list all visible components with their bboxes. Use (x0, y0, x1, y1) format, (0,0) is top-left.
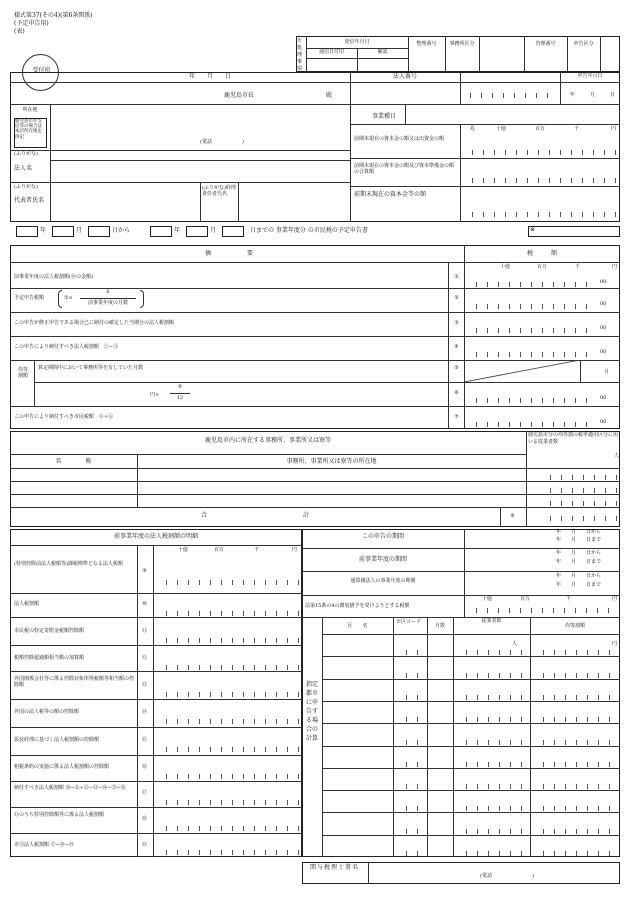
alloc-levy-ticks (533, 650, 618, 655)
alloc-levy-ticks (533, 673, 618, 678)
bd-row19: 差引法人税割額 ⑰−⑱−⑲ (14, 842, 74, 848)
confirm-label: 確認 (377, 49, 388, 55)
alloc-levy-ticks (533, 806, 618, 811)
consol-to: 年 月 日まで (556, 582, 602, 588)
alloc-emp-ticks (456, 806, 528, 811)
row7-num: ⑦ (454, 414, 459, 420)
row2-num: ② (454, 295, 459, 301)
alloc-levy-ticks (533, 695, 618, 700)
dl-unit-billion: 十億 (482, 596, 493, 602)
unit-billion: 十億 (496, 126, 507, 132)
post-stamp-label: 通信日付印 (318, 49, 344, 55)
dl-unit-thousand: 千 (566, 596, 572, 602)
accountant-label: (ふりがな)経理責任者氏名 (202, 185, 236, 197)
alloc-code-ticks (396, 717, 426, 722)
breakdown-title: 前事業年度の法人税割額の明細 (113, 533, 198, 540)
alloc-emp-ticks (456, 851, 528, 856)
calc-unit-million: 百万 (537, 264, 548, 270)
bd-row12: 税額控除超過額相当額の加算額 (14, 655, 85, 661)
alloc-code-ticks (396, 806, 426, 811)
bd-num16: ⑯ (141, 764, 147, 770)
furigana-label: (ふりがな) (14, 151, 38, 157)
tax-accountant-label: 関与税理士署名 (310, 864, 360, 871)
alloc-ward-col: 区 名 (347, 623, 368, 629)
addressee-honorific: 殿 (326, 92, 333, 99)
row2-zeros: 00 (600, 301, 607, 307)
address-note: 鹿児島市が支店等の場合は本店所在地を併記 (15, 119, 42, 140)
alloc-row-line (322, 656, 620, 657)
alloc-levy-ticks (533, 784, 618, 789)
bd-num11: ⑪ (141, 628, 147, 634)
alloc-levy-ticks (533, 740, 618, 745)
bd-num15: ⑮ (141, 737, 147, 743)
bd-row14: 外国の法人税等の額の控除額 (14, 709, 80, 715)
bd-unit-million: 百万 (214, 547, 225, 553)
alloc-emp-ticks (456, 762, 528, 767)
unit-million: 百万 (535, 126, 546, 132)
alloc-emp-ticks (456, 829, 528, 834)
unit-yen: 円 (611, 126, 617, 132)
row1-text: 前事業年度の法人税割額(⑲の金額) (14, 274, 93, 280)
current-from: 年 月 日から (556, 529, 602, 535)
period-start-day: 日から (112, 227, 131, 234)
alloc-emp-col: 従業者数 (481, 618, 502, 624)
unit-trillion: 兆 (470, 126, 476, 132)
office-div-label: 事務所区分 (449, 41, 475, 47)
filing-day: 日 (610, 92, 616, 98)
row5-num: ⑤ (454, 365, 459, 371)
ref-number-label: 整理番号 (416, 41, 437, 47)
consol-from: 年 月 日から (556, 573, 602, 579)
alloc-code-ticks (396, 695, 426, 700)
row6-num: ⑥ (454, 390, 459, 396)
alloc-row-line (322, 835, 620, 836)
row7-text: この申告により納付すべき市民税額 ④+⑥ (14, 414, 114, 420)
tax-col-header: 税 額 (526, 250, 557, 257)
total-label: 合 計 (200, 512, 309, 519)
row4-zeros: 00 (600, 349, 607, 355)
mgmt-number-label: 管理番号 (535, 41, 556, 47)
row6-frac-top: ⑤ (177, 384, 183, 390)
row1-num: ① (454, 274, 459, 280)
emp-unit: 人 (614, 453, 620, 459)
alloc-code-ticks (396, 851, 426, 856)
bd-unit-thousand: 千 (254, 547, 260, 553)
office-list-title: 鹿児島市内に所在する事務所、事業所又は寮等 (204, 437, 331, 444)
stamp-label: 受付印 (32, 67, 51, 74)
alloc-code-ticks (396, 829, 426, 834)
alloc-levy-ticks (533, 851, 618, 856)
alloc-emp-ticks (456, 740, 528, 745)
row2-frac-top: 6 (106, 289, 110, 295)
alloc-levy-col: 均等割額 (564, 623, 585, 629)
consol-period-label: 通算親法人の事業年度の期間 (350, 578, 416, 584)
row3-text: この申告が修正申告である場合已に納付の確定した当期分の法人税割額 (14, 320, 175, 326)
rep-name-label: 代表者氏名 (14, 197, 45, 204)
alloc-row-line (322, 701, 620, 702)
office-mark: ※ (530, 226, 536, 233)
bd-num17: ⑰ (141, 790, 147, 796)
alloc-code-ticks (396, 784, 426, 789)
row2-frac-bottom: 前事業年度の月数 (87, 300, 128, 306)
row3-num: ③ (454, 320, 459, 326)
bd-unit-billion: 十億 (178, 547, 189, 553)
bd-row9: (特別控除前法人税額等)課税標準となる法人税額 (14, 561, 123, 567)
prev-to: 年 月 日まで (556, 559, 602, 565)
dl-unit-yen: 円 (612, 596, 618, 602)
row4-text: この申告により納付すべき法人税割額 ②−③ (14, 344, 119, 350)
alloc-code-ticks (396, 650, 426, 655)
capital-reserve-label: 前期末現在の資本金の額及び資本準備金の額の合算額 (354, 163, 455, 175)
bd-row11: 市民税の特定寄附金税額控除額 (14, 628, 85, 634)
corp-name-label: 法人名 (14, 165, 33, 172)
row6-frac-bottom: 12 (176, 395, 184, 401)
sent-date-label: 発信年月日 (344, 39, 370, 45)
capital-amount-label: 前期末現在の資本金等の額 (354, 191, 427, 198)
calc-unit-thousand: 千 (575, 264, 581, 270)
equal-levy-label: 均等割額 (17, 367, 28, 379)
bd-row18: ⑪のうち特別控除額等に係る法人税割額 (14, 812, 105, 818)
bd-num9: ⑨ (142, 568, 147, 574)
alloc-levy-ticks (533, 829, 618, 834)
office-use-label: ※処理事項 (297, 38, 303, 72)
unit-thousand: 千 (574, 126, 580, 132)
filing-month: 月 (590, 92, 596, 98)
emp-col-header: 鹿児島市分の均等割の税率適用区分に用いる従業者数 (528, 432, 619, 445)
period-end-year: 年 (174, 227, 181, 234)
total-num: ⑧ (510, 513, 515, 519)
bd-row17: 納付すべき法人税割額 ⑩−⑪+⑫−⑬−⑭−⑮−⑯ (14, 785, 126, 791)
bd-row13: 外国関係会社等に係る控除対象所得税額等相当額の控除額 (14, 676, 135, 688)
name-col-header: 名 称 (55, 458, 92, 465)
phone-label: (電話 ) (200, 139, 244, 145)
alloc-code-col: ※区コード (396, 619, 422, 625)
form-number: 様式第37(その4)(第6条関係) (14, 12, 93, 19)
filing-date-label: 申告年月日 (577, 73, 603, 79)
alloc-emp-ticks (456, 717, 528, 722)
calc-unit-yen: 円 (612, 264, 618, 270)
row6-zeros: 00 (600, 395, 607, 401)
filing-div-label: 申告区分 (573, 41, 594, 47)
alloc-row-line (322, 768, 620, 769)
row3-zeros: 00 (600, 325, 607, 331)
row2-text: 予定申告税額 (14, 295, 45, 301)
alloc-emp-ticks (456, 695, 528, 700)
business-type-label: 事業種目 (372, 113, 397, 120)
current-period-label: この申告の期間 (361, 533, 404, 540)
bd-row10: 法人税割額 (14, 601, 40, 607)
alloc-yen-unit: 円 (612, 641, 618, 647)
alloc-row-line (322, 790, 620, 791)
form-side: (表) (14, 28, 25, 35)
row7-zeros: 00 (600, 419, 607, 425)
bd-num13: ⑬ (141, 682, 147, 688)
alloc-code-ticks (396, 740, 426, 745)
period-start-year: 年 (40, 227, 47, 234)
dl-unit-million: 百万 (520, 596, 531, 602)
alloc-row-line (322, 746, 620, 747)
form-title: (予定申告用) (14, 20, 49, 27)
alloc-row-line (322, 723, 620, 724)
alloc-code-ticks (396, 673, 426, 678)
addr-col-header: 事務所、事業所又は寮等の所在地 (286, 458, 377, 465)
row5-text: 算定期間中において事務所等を有していた月数 (38, 365, 144, 371)
rep-furigana-label: (ふりがな) (14, 184, 38, 190)
alloc-levy-ticks (533, 762, 618, 767)
bd-num10: ⑩ (142, 601, 147, 607)
capital-label: 前期末現在の資本金の額又は出資金の額 (354, 136, 445, 142)
prev-period-label: 前事業年度の期間 (358, 556, 407, 563)
alloc-emp-ticks (456, 650, 528, 655)
address-label: 所在地 (22, 107, 38, 113)
bd-num14: ⑭ (141, 709, 147, 715)
period-title: 日までの 事業年度分 の市民税の予定申告書 (250, 227, 368, 234)
period-start-month: 月 (76, 227, 83, 234)
alloc-levy-ticks (533, 717, 618, 722)
calc-unit-billion: 十億 (500, 264, 511, 270)
addressee: 鹿児島市長 (224, 92, 255, 99)
alloc-code-ticks (396, 762, 426, 767)
alloc-person-unit: 人 (512, 641, 518, 647)
summary-col-header: 摘 要 (204, 250, 253, 257)
corp-number-label: 法人番号 (392, 73, 417, 80)
bd-row15: 仮装経理に基づく法人税割額の控除額 (14, 737, 100, 743)
bd-num12: ⑫ (141, 655, 147, 661)
date-line: 年 月 日 (188, 73, 231, 80)
footer-phone: (電話 ) (480, 873, 534, 879)
alloc-emp-ticks (456, 784, 528, 789)
filing-year: 年 (570, 92, 576, 98)
period-end-month: 月 (210, 227, 217, 234)
alloc-side-label: 指定都市に申告する場合の計算 (306, 681, 319, 742)
current-to: 年 月 日まで (556, 537, 602, 543)
deadline-label: 法第15条の4の徴収猶予を受けようとする税額 (305, 603, 410, 609)
prev-from: 年 月 日から (556, 550, 602, 556)
bd-row16: 租税条約の実施に係る法人税割額の控除額 (14, 764, 110, 770)
alloc-row-line (322, 812, 620, 813)
alloc-row-line (322, 679, 620, 680)
alloc-emp-ticks (456, 673, 528, 678)
bd-num19: ⑲ (141, 842, 147, 848)
bd-unit-yen: 円 (292, 547, 298, 553)
row6-text: 円× (150, 392, 160, 398)
bd-num18: ⑱ (141, 816, 147, 822)
row1-zeros: 00 (600, 279, 607, 285)
row2-formula: ①× (64, 295, 73, 301)
row4-num: ④ (454, 344, 459, 350)
alloc-months-col: 月数 (434, 623, 445, 629)
row5-unit: 月 (604, 369, 610, 375)
